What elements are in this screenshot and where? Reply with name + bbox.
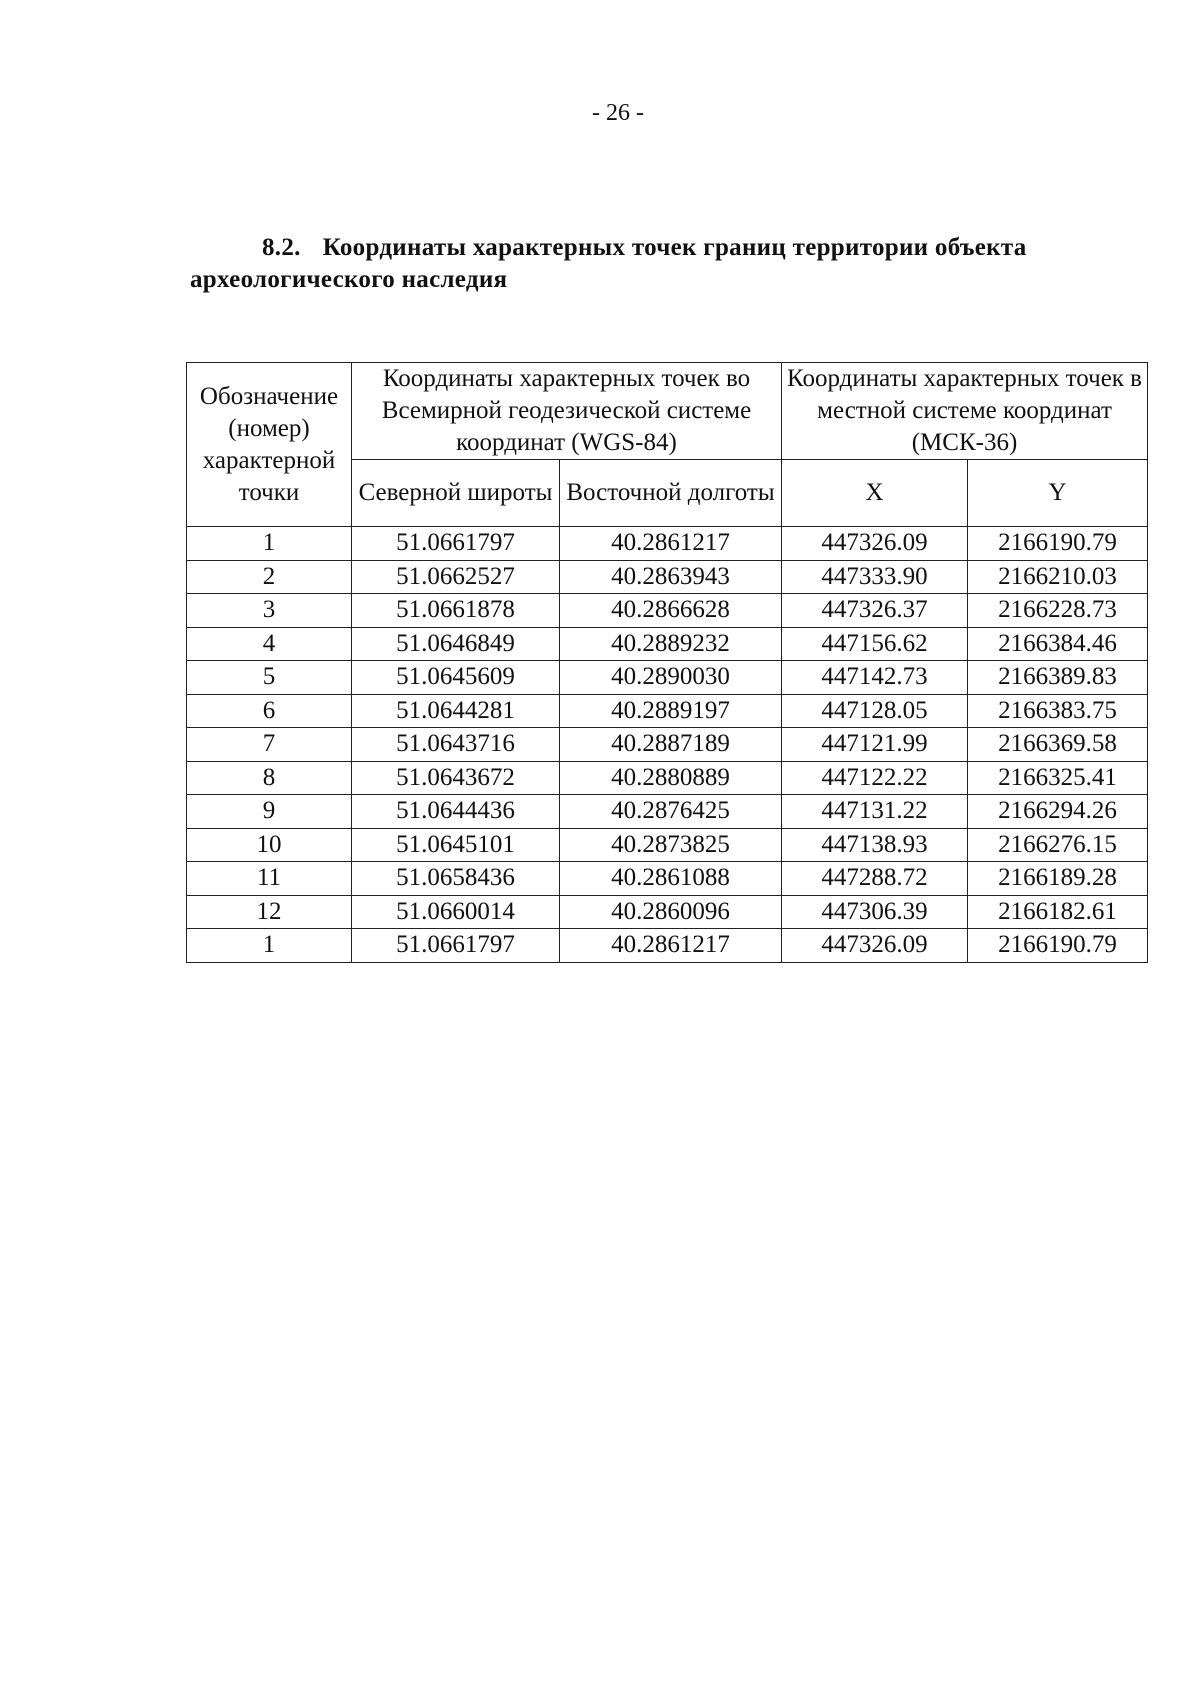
table-row (187, 895, 1148, 929)
cell-y: 2166190.79 (968, 527, 1148, 561)
cell-x: 447326.09 (782, 527, 968, 561)
cell-latitude: 51.0661878 (352, 594, 560, 628)
cell-point: 6 (187, 694, 352, 728)
cell-point: 10 (187, 828, 352, 862)
cell-x: 447156.62 (782, 627, 968, 661)
cell-x: 447326.37 (782, 594, 968, 628)
cell-x: 447121.99 (782, 728, 968, 762)
cell-x: 447138.93 (782, 828, 968, 862)
table-row (187, 527, 1148, 561)
header-x: X (782, 460, 968, 527)
cell-y: 2166389.83 (968, 661, 1148, 695)
cell-longitude: 40.2866628 (560, 594, 782, 628)
cell-y: 2166294.26 (968, 795, 1148, 829)
cell-longitude: 40.2880889 (560, 761, 782, 795)
cell-y: 2166369.58 (968, 728, 1148, 762)
cell-latitude: 51.0662527 (352, 560, 560, 594)
cell-y: 2166325.41 (968, 761, 1148, 795)
table-row (187, 761, 1148, 795)
cell-point: 12 (187, 895, 352, 929)
cell-longitude: 40.2861088 (560, 862, 782, 896)
cell-y: 2166190.79 (968, 929, 1148, 963)
table-body (187, 527, 1148, 963)
cell-point: 11 (187, 862, 352, 896)
cell-longitude: 40.2873825 (560, 828, 782, 862)
header-point: Обозначение (номер) характерной точки (187, 363, 352, 527)
table-row (187, 627, 1148, 661)
cell-y: 2166189.28 (968, 862, 1148, 896)
table-row (187, 661, 1148, 695)
cell-latitude: 51.0644436 (352, 795, 560, 829)
cell-y: 2166228.73 (968, 594, 1148, 628)
cell-latitude: 51.0645101 (352, 828, 560, 862)
cell-longitude: 40.2861217 (560, 527, 782, 561)
cell-y: 2166383.75 (968, 694, 1148, 728)
header-msk-group: Координаты характерных точек в местной системе координат (МСК-36) (782, 363, 1148, 460)
cell-longitude: 40.2887189 (560, 728, 782, 762)
table-row (187, 862, 1148, 896)
cell-x: 447122.22 (782, 761, 968, 795)
cell-y: 2166384.46 (968, 627, 1148, 661)
cell-point: 5 (187, 661, 352, 695)
cell-y: 2166276.15 (968, 828, 1148, 862)
table-row (187, 728, 1148, 762)
cell-latitude: 51.0646849 (352, 627, 560, 661)
cell-point: 7 (187, 728, 352, 762)
cell-latitude: 51.0644281 (352, 694, 560, 728)
cell-point: 8 (187, 761, 352, 795)
cell-point: 4 (187, 627, 352, 661)
cell-x: 447333.90 (782, 560, 968, 594)
header-y: Y (968, 460, 1148, 527)
header-longitude: Восточной долготы (560, 460, 782, 527)
page-number: - 26 - (592, 100, 644, 126)
table-header (187, 363, 1148, 527)
cell-latitude: 51.0661797 (352, 929, 560, 963)
cell-latitude: 51.0645609 (352, 661, 560, 695)
cell-x: 447326.09 (782, 929, 968, 963)
table-row (187, 795, 1148, 829)
cell-longitude: 40.2861217 (560, 929, 782, 963)
cell-latitude: 51.0643716 (352, 728, 560, 762)
cell-x: 447288.72 (782, 862, 968, 896)
section-heading (190, 232, 1150, 296)
cell-point: 3 (187, 594, 352, 628)
cell-latitude: 51.0660014 (352, 895, 560, 929)
header-latitude: Северной широты (352, 460, 560, 527)
cell-longitude: 40.2863943 (560, 560, 782, 594)
cell-longitude: 40.2889197 (560, 694, 782, 728)
cell-latitude: 51.0661797 (352, 527, 560, 561)
cell-latitude: 51.0658436 (352, 862, 560, 896)
cell-point: 1 (187, 527, 352, 561)
cell-longitude: 40.2860096 (560, 895, 782, 929)
header-wgs-group: Координаты характерных точек во Всемирной геодезической системе координат (WGS-84) (352, 363, 782, 460)
cell-x: 447306.39 (782, 895, 968, 929)
cell-point: 1 (187, 929, 352, 963)
cell-x: 447142.73 (782, 661, 968, 695)
cell-longitude: 40.2889232 (560, 627, 782, 661)
coordinates-table (186, 362, 1148, 963)
table-row (187, 560, 1148, 594)
table-row (187, 694, 1148, 728)
cell-longitude: 40.2876425 (560, 795, 782, 829)
cell-x: 447131.22 (782, 795, 968, 829)
cell-point: 9 (187, 795, 352, 829)
table-row (187, 929, 1148, 963)
cell-point: 2 (187, 560, 352, 594)
section-number: 8.2. (262, 234, 301, 261)
cell-longitude: 40.2890030 (560, 661, 782, 695)
section-title: Координаты характерных точек границ территории объекта археологического наследия (190, 234, 1027, 293)
table-row (187, 828, 1148, 862)
cell-y: 2166210.03 (968, 560, 1148, 594)
cell-y: 2166182.61 (968, 895, 1148, 929)
cell-latitude: 51.0643672 (352, 761, 560, 795)
cell-x: 447128.05 (782, 694, 968, 728)
table-row (187, 594, 1148, 628)
